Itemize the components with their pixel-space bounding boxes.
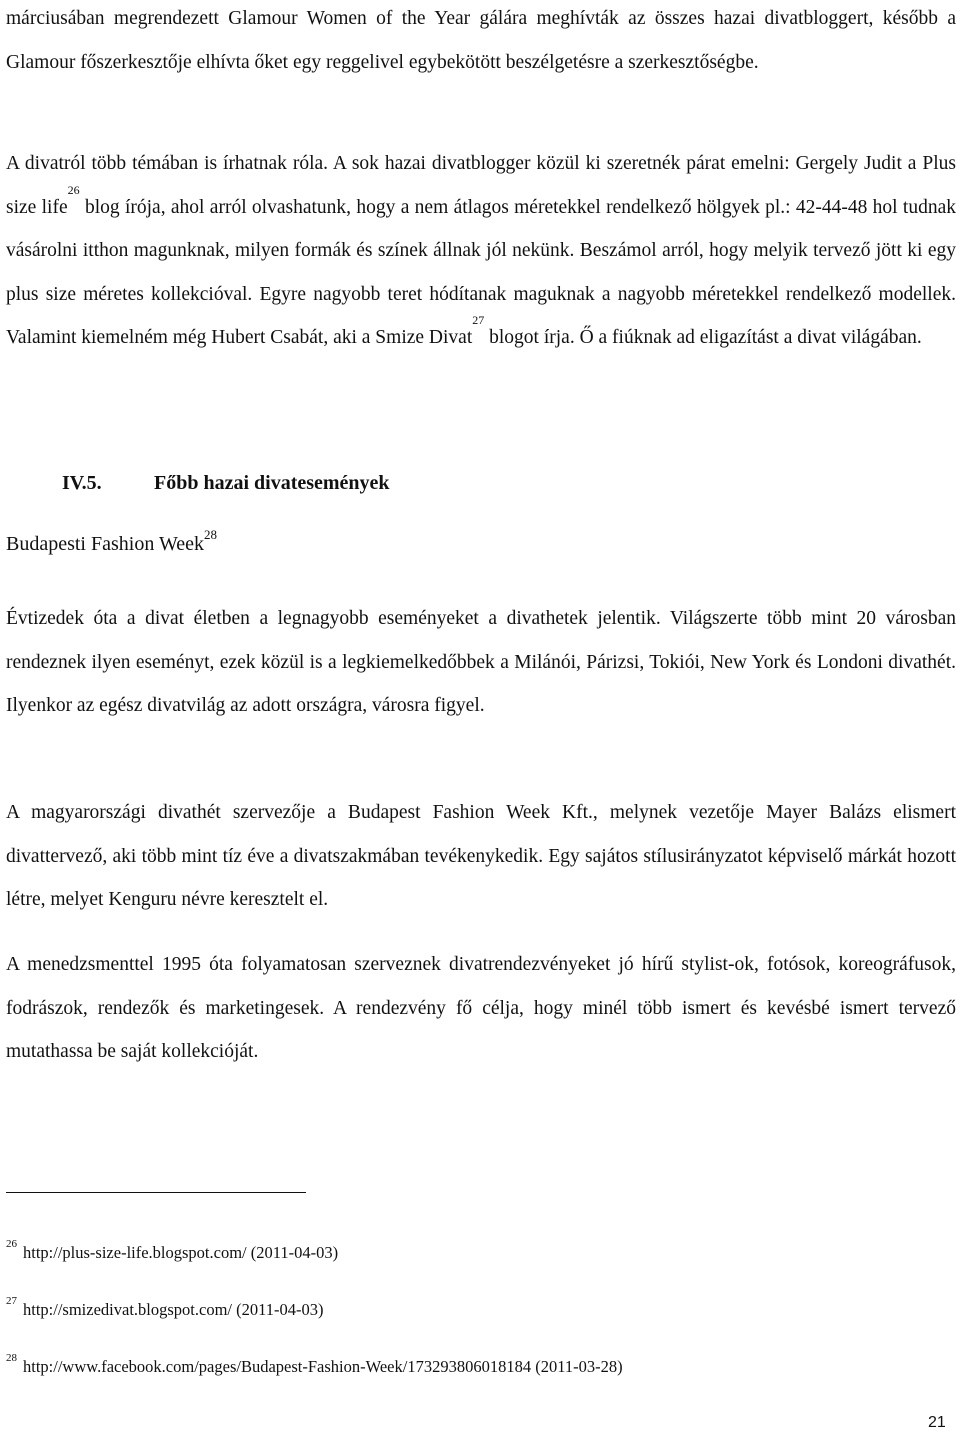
footnote-ref-28[interactable]: 28 — [204, 527, 217, 542]
paragraph-text: A divatról több témában is írhatnak róla. A sok hazai divatblogger közül ki szeretnék párat emelni: Gergely Judit a Plus size life — [6, 153, 956, 218]
page-number: 21 — [928, 1414, 946, 1431]
footnote-link[interactable]: http://plus-size-life.blogspot.com/ (2011-04-03) — [23, 1243, 339, 1262]
footnote-separator — [6, 1192, 306, 1193]
footnote-27 — [6, 1295, 324, 1320]
paragraph-organizer: A magyarországi divathét szervezője a Budapest Fashion Week Kft., melynek vezetője Mayer Balázs elismert divattervező, aki több mint tíz éve a divatszakmában tevékenykedik. Egy sajátos stílusirányzatot képviselő márkát hozott létre, melyet Kenguru névre keresztelt el. — [6, 802, 956, 910]
footnote-ref-26[interactable]: 26 — [67, 182, 80, 197]
subsection-title-text: Budapesti Fashion Week — [6, 533, 204, 555]
paragraph-text: blogot írja. Ő a fiúknak ad eligazítást a divat világában. — [484, 327, 922, 348]
footnote-number: 26 — [6, 1238, 17, 1250]
section-number: IV.5. — [62, 472, 102, 494]
footnote-26 — [6, 1238, 339, 1263]
paragraph-glamour-bloggers — [6, 0, 956, 84]
paragraph-fashion-bloggers — [6, 142, 956, 360]
subsection-title — [6, 527, 217, 556]
paragraph-text: blog írója, ahol arról olvashatunk, hogy a nem átlagos méretekkel rendelkező hölgyek pl.: 42-44-48 hol tudnak vásárolni itthon magunknak, milyen formák és színek állnak jól nekünk. Beszámol arról, hogy melyik tervező jött ki egy plus size méretes kollekcióval. Egyre nagyobb teret hódítanak maguknak a nagyobb méretekkel rendelkező modellek. Valamint kiemelném még Hubert Csabát, aki a Smize Divat — [6, 196, 957, 348]
section-title: Főbb hazai divatesemények — [154, 472, 390, 494]
footnote-number: 28 — [6, 1352, 17, 1364]
footnote-link[interactable]: http://smizedivat.blogspot.com/ (2011-04-03) — [23, 1300, 324, 1319]
paragraph-management: A menedzsmenttel 1995 óta folyamatosan szerveznek divatrendezvényeket jó hírű stylist-ok, fotósok, koreográfusok, fodrászok, rendezők és marketingesek. A rendezvény fő célja, hogy minél több ismert és kevésbé ismert tervező mutathassa be saját kollekcióját. — [6, 954, 956, 1062]
paragraph-text: márciusában megrendezett Glamour Women of the Year gálára meghívták az összes hazai divatbloggert, később a Glamour főszerkesztője elhívta őket egy reggelivel egybekötött beszélgetésre a szerkesztőségbe. — [6, 8, 956, 73]
section-heading — [62, 472, 390, 495]
paragraph-fashion-weeks: Évtizedek óta a divat életben a legnagyobb eseményeket a divathetek jelentik. Világszerte több mint 20 városban rendeznek ilyen eseményt, ezek közül is a legkiemelkedőbbek a Milánói, Párizsi, Tokiói, New York és Londoni divathét. Ilyenkor az egész divatvilág az adott országra, városra figyel. — [6, 608, 956, 716]
footnote-ref-27[interactable]: 27 — [472, 313, 485, 327]
footnote-link[interactable]: http://www.facebook.com/pages/Budapest-Fashion-Week/173293806018184 (2011-03-28) — [23, 1357, 623, 1376]
footnote-28 — [6, 1352, 623, 1377]
footnote-number: 27 — [6, 1295, 17, 1307]
